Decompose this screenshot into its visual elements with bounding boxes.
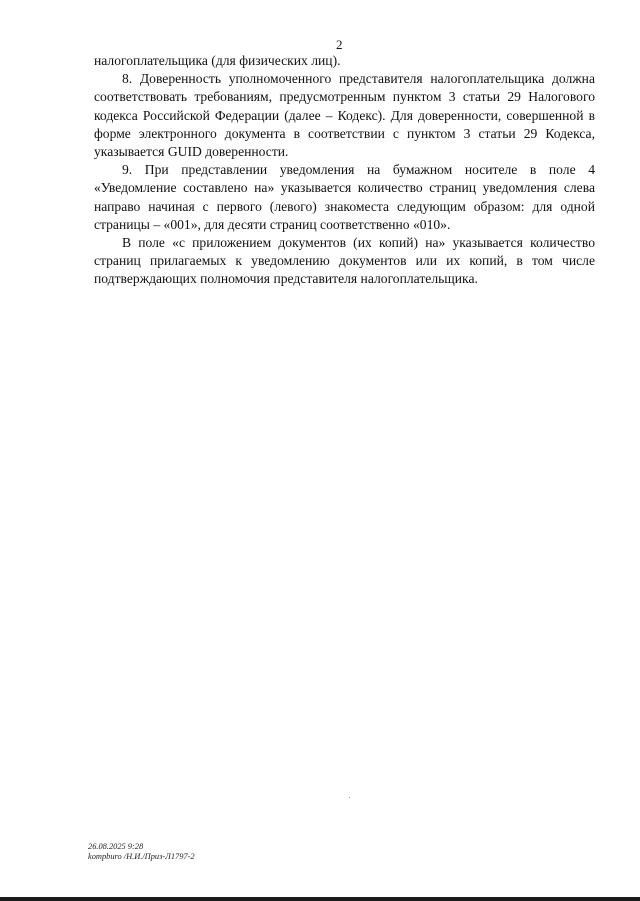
paragraph-attachments: В поле «с приложением документов (их копий) на» указывается количество страниц прилагаемых к уведомлению документов или их копий, в том числе подтверждающих полномочия представителя налогоплательщика. — [94, 235, 595, 287]
paragraph-continuation: налогоплательщика (для физических лиц). — [94, 53, 341, 68]
footer-reference: kompburo /Н.И./Приз-Л1797-2 — [88, 852, 195, 861]
page-number: 2 — [336, 37, 343, 52]
footer-timestamp: 26.08.2025 9:28 — [88, 842, 144, 851]
scan-speck — [349, 797, 350, 798]
footer-stamp — [88, 842, 195, 862]
scan-bottom-edge — [0, 897, 640, 901]
body-text — [94, 52, 595, 289]
paragraph-item-8: 8. Доверенность уполномоченного представителя налогоплательщика должна соответствовать требованиям, предусмотренным пунктом 3 статьи 29 Налогового кодекса Российской Федерации (далее – Кодекс). Для доверенности, совершенной в форме электронного документа в соответствии с пунктом 3 статьи 29 Кодекса, указывается GUID доверенности. — [94, 71, 595, 160]
paragraph-item-9: 9. При представлении уведомления на бумажном носителе в поле 4 «Уведомление составлено на» указывается количество страниц уведомления слева направо начиная с первого (левого) знакоместа следующим образом: для одной страницы – «001», для десяти страниц соответственно «010». — [94, 162, 595, 232]
